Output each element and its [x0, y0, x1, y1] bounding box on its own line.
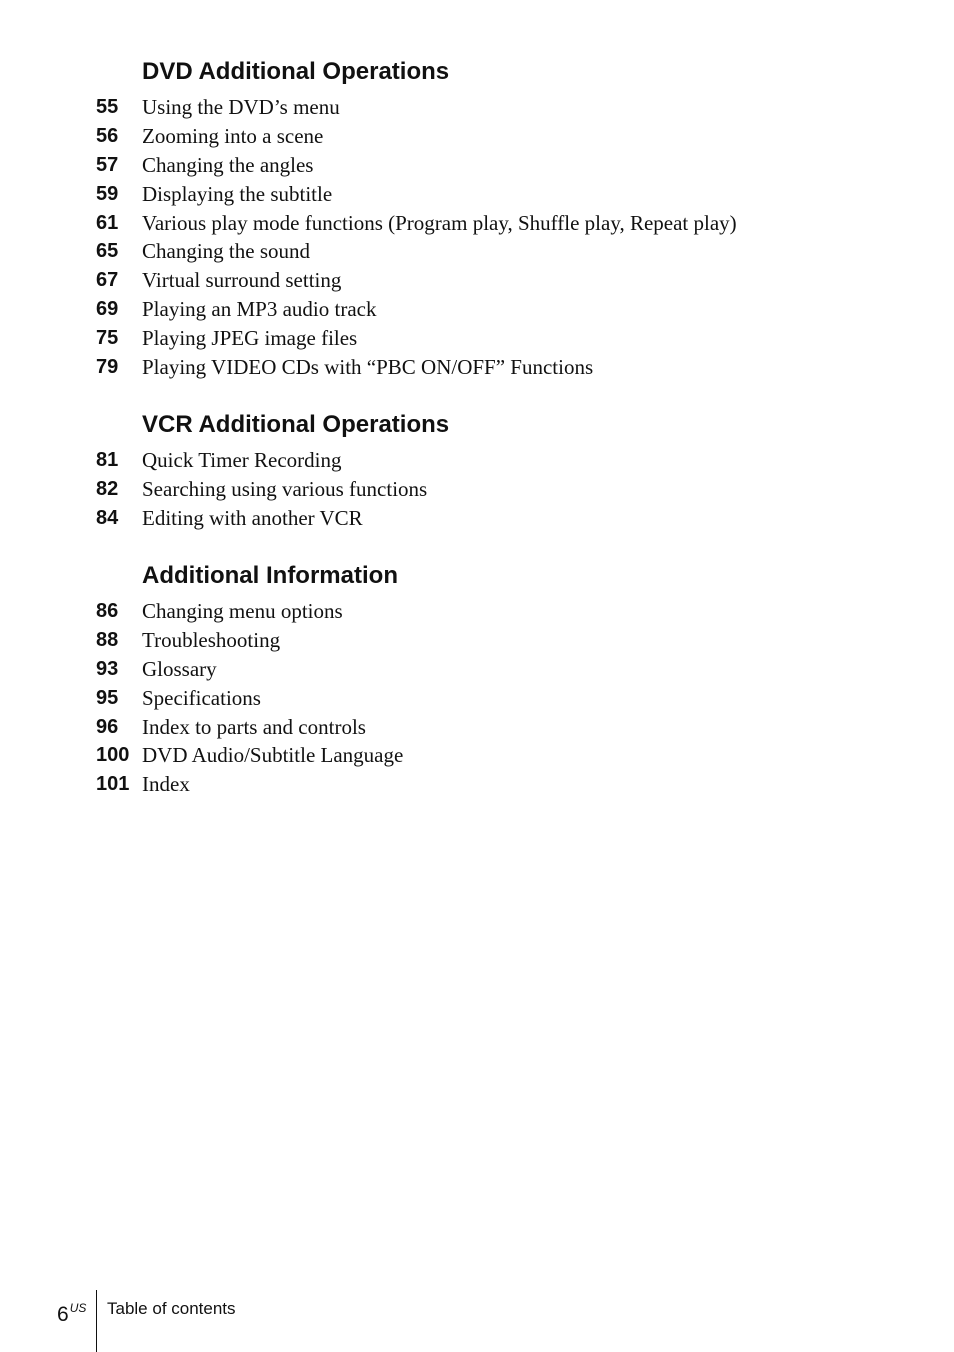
toc-page-number: 61: [96, 211, 119, 234]
toc-entry-title: Virtual surround setting: [142, 268, 342, 293]
toc-entry-list: [0, 597, 954, 799]
toc-entry[interactable]: [0, 295, 954, 324]
toc-page-number: 69: [96, 298, 119, 321]
toc-entry-title: Index to parts and controls: [142, 714, 366, 739]
toc-page-number: 88: [96, 628, 119, 651]
folio-page-number: 6: [57, 1303, 69, 1326]
toc-entry[interactable]: [0, 324, 954, 353]
toc-entry-list: [0, 93, 954, 382]
page-footer: [0, 1290, 954, 1352]
toc-entry-title: Quick Timer Recording: [142, 448, 342, 472]
toc-page-number: 95: [96, 686, 119, 709]
footer-divider: [96, 1290, 97, 1352]
toc-entry-title: Playing VIDEO CDs with “PBC ON/OFF” Functions: [142, 355, 594, 380]
toc-page-number: 82: [96, 477, 119, 500]
toc-page-number: 86: [96, 600, 119, 622]
toc-entry-title: Using the DVD’s menu: [142, 95, 340, 119]
toc-entry-list: [0, 446, 954, 533]
toc-entry[interactable]: [0, 93, 954, 122]
toc-page-number: 57: [96, 153, 119, 176]
toc-entry-title: Index: [142, 772, 190, 797]
toc-entry[interactable]: [0, 446, 954, 475]
toc-entry-title: DVD Audio/Subtitle Language: [142, 743, 404, 768]
toc-entry[interactable]: [0, 237, 954, 266]
toc-page-number: 67: [96, 269, 119, 292]
toc-entry[interactable]: [0, 770, 954, 799]
toc-entry-title: Specifications: [142, 685, 261, 710]
toc-page-number: 96: [96, 715, 119, 738]
toc-page-number: 55: [96, 96, 119, 118]
footer-section-label: Table of contents: [107, 1299, 236, 1318]
toc-page-number: 81: [96, 449, 119, 471]
toc-entry[interactable]: [0, 655, 954, 684]
toc-entry[interactable]: [0, 122, 954, 151]
toc-entry[interactable]: [0, 684, 954, 713]
toc-entry-title: Editing with another VCR: [142, 505, 363, 530]
toc-page-number: 101: [96, 773, 130, 796]
toc-page-number: 65: [96, 240, 119, 263]
toc-entry-title: Playing an MP3 audio track: [142, 297, 377, 322]
toc-entry[interactable]: [0, 597, 954, 626]
folio-suffix: US: [69, 1301, 87, 1315]
toc-entry-title: Zooming into a scene: [142, 123, 324, 148]
toc-entry-title: Various play mode functions (Program play, Shuffle play, Repeat play): [142, 210, 737, 235]
section-heading: Additional Information: [142, 562, 398, 589]
toc-entry[interactable]: [0, 209, 954, 238]
toc-entry-title: Changing the angles: [142, 152, 314, 177]
toc-entry-title: Troubleshooting: [142, 627, 281, 652]
toc-entry[interactable]: [0, 504, 954, 533]
section-heading: DVD Additional Operations: [142, 58, 450, 85]
section-heading: VCR Additional Operations: [142, 411, 450, 438]
toc-page-number: 84: [96, 506, 119, 529]
toc-entry[interactable]: [0, 151, 954, 180]
toc-entry[interactable]: [0, 475, 954, 504]
toc-page-number: 56: [96, 124, 119, 147]
toc-page-number: 100: [96, 744, 130, 767]
toc-page-number: 79: [96, 356, 119, 379]
toc-entry-title: Displaying the subtitle: [142, 181, 333, 206]
toc-entry[interactable]: [0, 266, 954, 295]
toc-entry-title: Changing menu options: [142, 599, 343, 623]
toc-page-number: 93: [96, 657, 119, 680]
page-folio: [57, 1295, 86, 1328]
toc-entry[interactable]: [0, 180, 954, 209]
toc-entry-title: Playing JPEG image files: [142, 326, 358, 351]
toc-entry-title: Glossary: [142, 656, 217, 681]
toc-entry[interactable]: [0, 713, 954, 742]
toc-page-number: 75: [96, 327, 119, 350]
toc-page-number: 59: [96, 182, 119, 205]
toc-entry[interactable]: [0, 741, 954, 770]
toc-entry-title: Changing the sound: [142, 239, 310, 264]
toc-entry[interactable]: [0, 353, 954, 382]
toc-entry-title: Searching using various functions: [142, 476, 428, 501]
toc-entry[interactable]: [0, 626, 954, 655]
